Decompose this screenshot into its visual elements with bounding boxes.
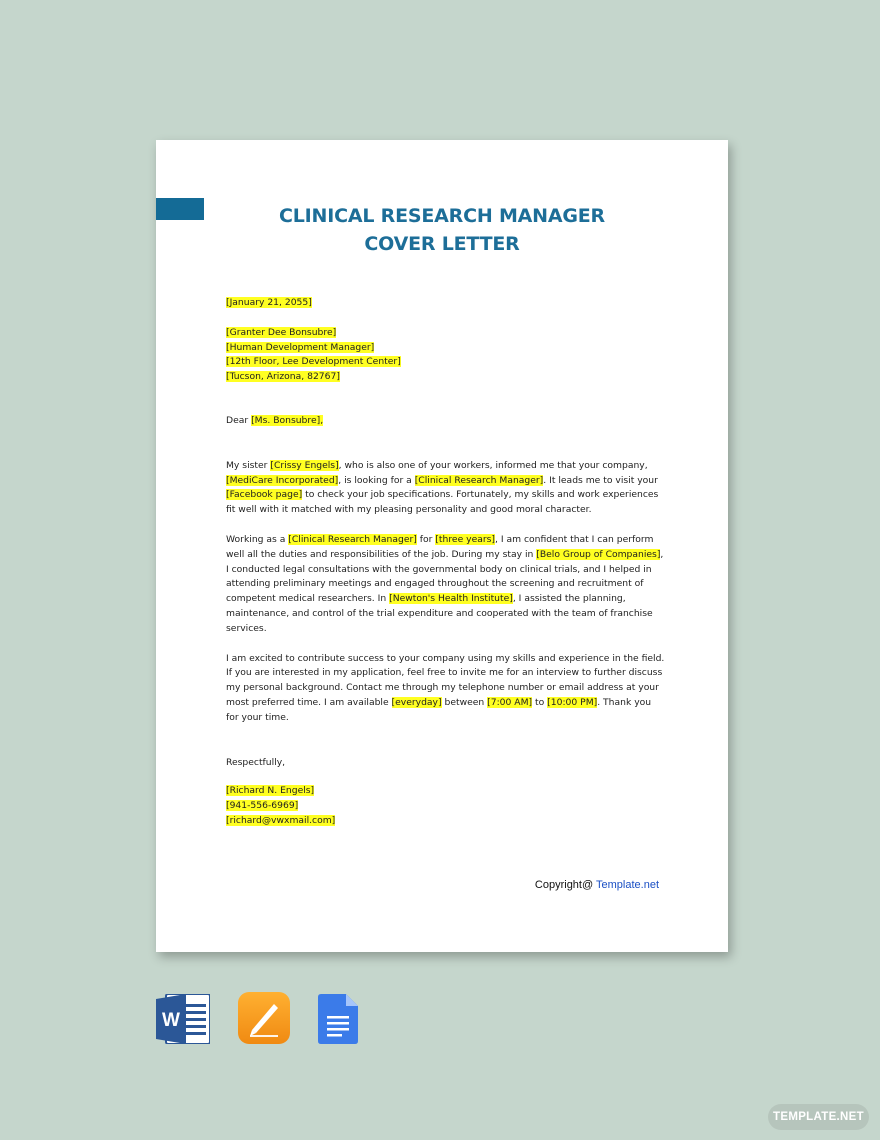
p3-text-3: to — [532, 696, 548, 708]
p3-field-end-time: [10:00 PM] — [547, 696, 598, 708]
p2-text-2: for — [416, 533, 436, 545]
p1-text-4: . It leads me to visit your — [543, 474, 658, 486]
p1-field-source: [Facebook page] — [226, 489, 303, 501]
p2-text-3: , I am confident that I can perform well all the duties and responsibilities of the job. During my stay in — [226, 533, 654, 560]
p1-text-2: , who is also one of your workers, informed me that your company, — [338, 459, 648, 471]
recipient-position: [Human Development Manager] — [226, 341, 375, 353]
p1-text-3: , is looking for a — [338, 474, 415, 486]
recipient-address-2: [Tucson, Arizona, 82767] — [226, 371, 340, 383]
p2-field-institute: [Newton's Health Institute] — [389, 593, 513, 605]
paragraph-3 — [226, 652, 666, 726]
recipient-block — [226, 326, 666, 385]
paragraph-1 — [226, 459, 666, 518]
copyright-notice — [535, 879, 659, 891]
letter-body — [226, 296, 666, 829]
p3-field-start-time: [7:00 AM] — [487, 696, 533, 708]
p3-field-days: [everyday] — [391, 696, 442, 708]
title-line-1: CLINICAL RESEARCH MANAGER — [279, 205, 605, 227]
template-net-watermark: TEMPLATE.NET — [768, 1104, 869, 1130]
salutation-prefix: Dear — [226, 414, 252, 426]
document-page — [156, 140, 728, 952]
p2-text-4: , I conducted legal consultations with the governmental body on clinical trials, and I helped in attending preliminary meetings and engaged throughout the screening and recruitment of competent medical researchers. In — [226, 548, 664, 605]
google-docs-icon[interactable] — [318, 994, 358, 1044]
title-line-2: COVER LETTER — [364, 233, 520, 255]
copyright-prefix: Copyright@ — [534, 879, 597, 891]
salutation-name: [Ms. Bonsubre], — [251, 414, 324, 426]
salutation — [226, 414, 666, 429]
p1-field-company: [MediCare Incorporated] — [226, 474, 339, 486]
signature-name: [Richard N. Engels] — [226, 785, 315, 797]
date-field: [January 21, 2055] — [226, 297, 312, 308]
p1-field-sister: [Crissy Engels] — [270, 459, 339, 471]
svg-text:W: W — [162, 1010, 180, 1031]
recipient-name: [Granter Dee Bonsubre] — [226, 326, 337, 338]
paragraph-2 — [226, 533, 666, 637]
document-title — [156, 202, 728, 258]
p2-text-1: Working as a — [226, 533, 289, 545]
p3-text-4: . Thank you for your time. — [226, 696, 652, 723]
p2-field-role: [Clinical Research Manager] — [288, 533, 417, 545]
p1-field-position: [Clinical Research Manager] — [414, 474, 544, 486]
p2-field-duration: [three years] — [435, 533, 496, 545]
recipient-address-1: [12th Floor, Lee Development Center] — [226, 356, 401, 368]
copyright-link[interactable]: Template.net — [596, 879, 659, 891]
signature-block — [226, 784, 666, 828]
p2-text-5: , I assisted the planning, maintenance, and control of the trial expenditure and cooperated with the team of franchise services. — [226, 593, 653, 634]
signature-email: [richard@vwxmail.com] — [226, 814, 336, 826]
p1-text-5: to check your job specifications. Fortunately, my skills and work experiences fit well with it matched with my pleasing personality and good moral character. — [226, 489, 659, 516]
date-line — [226, 296, 666, 311]
p2-field-employer: [Belo Group of Companies] — [536, 548, 661, 560]
p3-text-1: I am excited to contribute success to your company using my skills and experience in the field. If you are interested in my application, feel free to invite me for an interview to further discuss my personal background. Contact me through my telephone number or email address at your most preferred time. I am available — [226, 652, 665, 708]
p3-text-2: between — [441, 696, 488, 708]
signature-phone: [941-556-6969] — [226, 800, 299, 812]
word-icon[interactable] — [156, 994, 210, 1044]
pages-icon[interactable] — [238, 992, 290, 1044]
closing: Respectfully, — [226, 756, 286, 768]
p1-text-1: My sister — [226, 459, 271, 471]
